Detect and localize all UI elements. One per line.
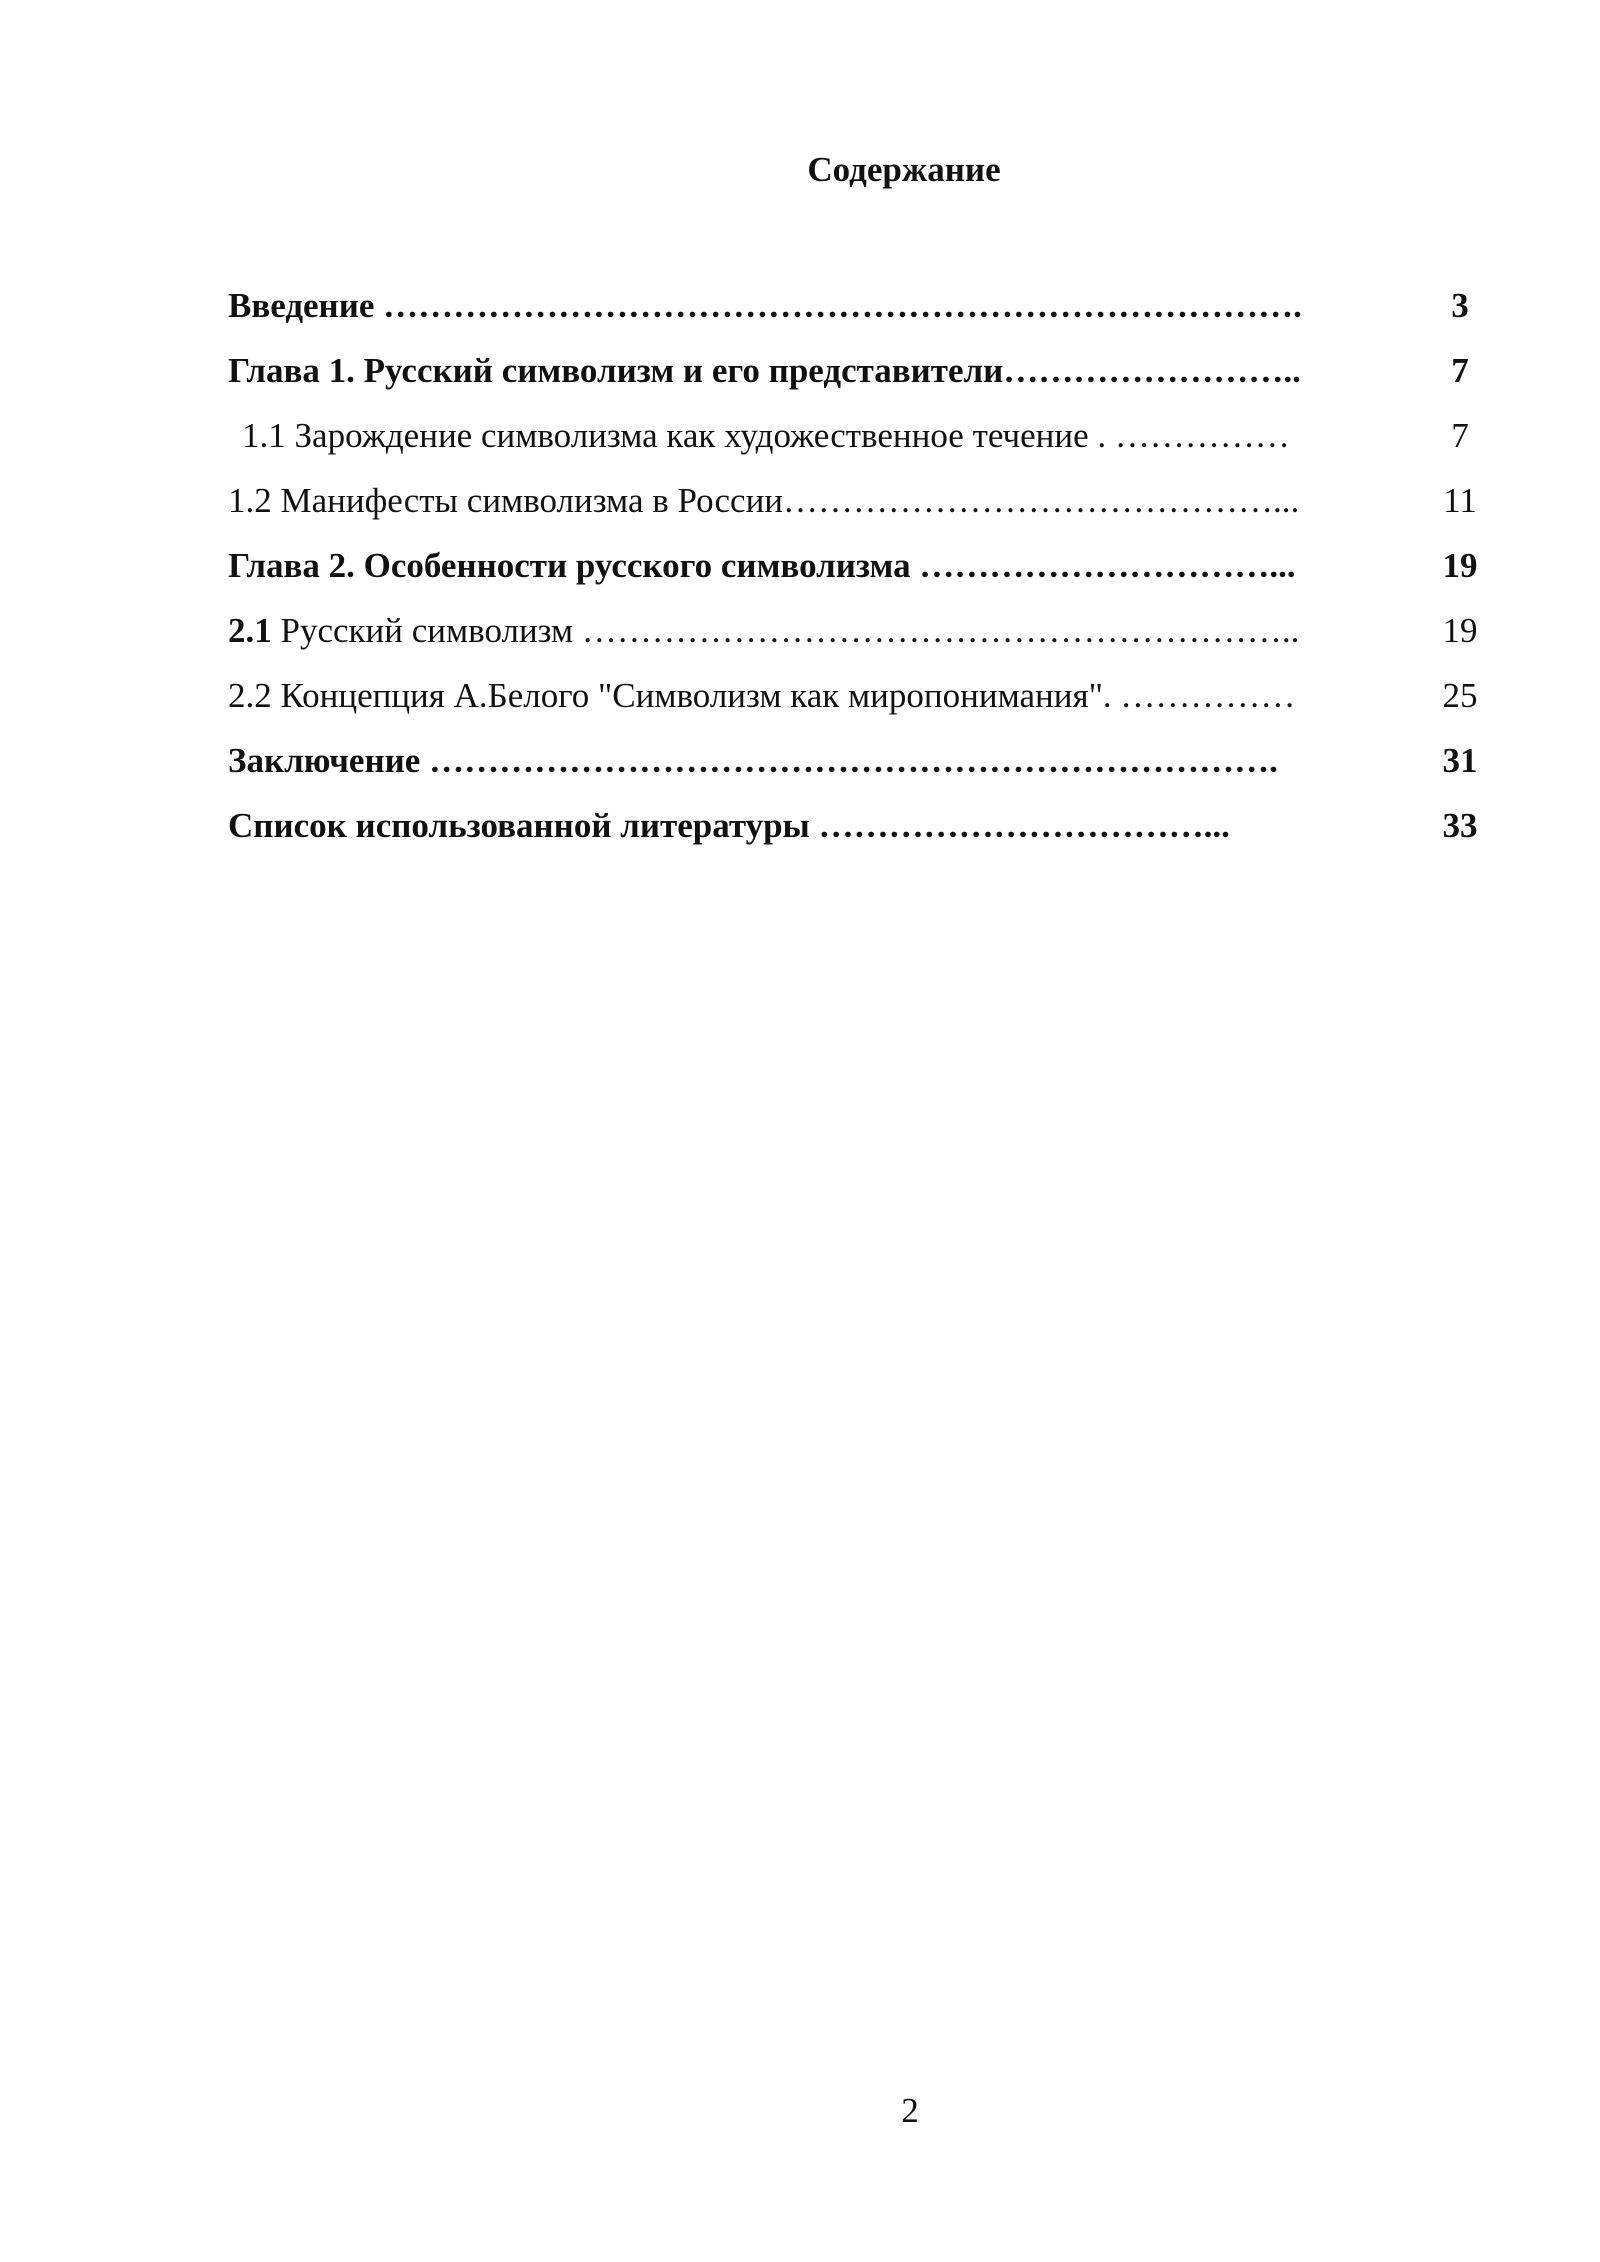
toc-entry-page: 7: [1451, 351, 1469, 390]
toc-entry-text: Список использованной литературы ……………………………...: [228, 806, 1230, 845]
toc-entry-section-2-2[interactable]: [228, 668, 1500, 733]
toc-entry-introduction[interactable]: [228, 278, 1500, 343]
toc-entry-label: Русский символизм ……………………………………………………..: [271, 611, 1300, 650]
toc-entry-page: 7: [1451, 416, 1469, 455]
toc-entry-page: 25: [1442, 676, 1478, 715]
toc-entry-page: 11: [1443, 481, 1477, 520]
table-of-contents: [228, 278, 1500, 863]
toc-entry-page: 3: [1451, 286, 1469, 325]
toc-entry-bibliography[interactable]: [228, 798, 1500, 863]
toc-entry-page: 19: [1442, 546, 1478, 585]
toc-entry-section-1-2[interactable]: [228, 473, 1500, 538]
toc-entry-page: 31: [1442, 741, 1478, 780]
page-title: Содержание: [807, 150, 1001, 189]
toc-entry-text: Заключение ……………………………………………………………….: [228, 741, 1278, 780]
toc-entry-text: Введение …………………………………………………………………….: [228, 286, 1302, 325]
toc-entry-text: 2.2 Концепция А.Белого "Символизм как миропонимания". ……………: [228, 676, 1296, 715]
toc-entry-section-1-1[interactable]: [228, 408, 1500, 473]
toc-entry-page: 33: [1442, 806, 1478, 845]
toc-entry-conclusion[interactable]: [228, 733, 1500, 798]
toc-entry-chapter-1[interactable]: [228, 343, 1500, 408]
toc-entry-number: 2.1: [228, 611, 272, 650]
toc-entry-text: Глава 1. Русский символизм и его представители……………………..: [228, 351, 1301, 390]
toc-entry-text: 1.1 Зарождение символизма как художественное течение . ……………: [242, 416, 1290, 455]
toc-entry-text: Глава 2. Особенности русского символизма …………………………...: [228, 546, 1296, 585]
toc-entry-text: 1.2 Манифесты символизма в России……………………………………...: [228, 481, 1300, 520]
toc-entry-page: 19: [1442, 611, 1478, 650]
toc-entry-chapter-2[interactable]: [228, 538, 1500, 603]
toc-entry-section-2-1[interactable]: [228, 603, 1500, 668]
toc-entry-text: [228, 603, 1299, 658]
page-number: 2: [901, 2091, 919, 2130]
